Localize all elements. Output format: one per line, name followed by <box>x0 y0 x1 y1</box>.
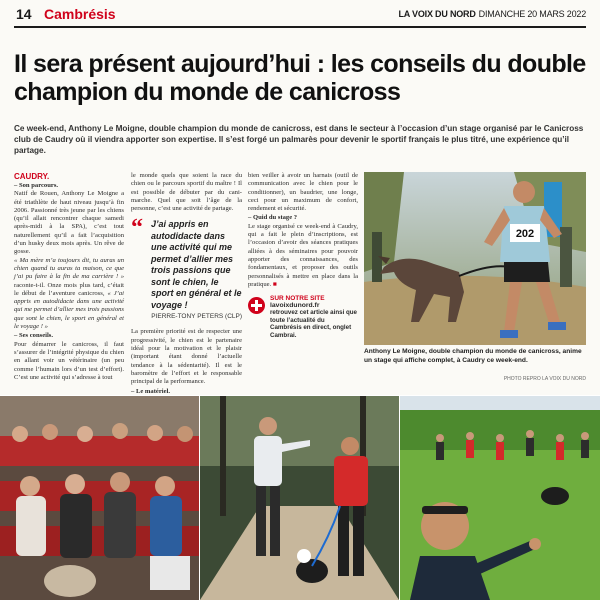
plus-icon <box>248 297 265 314</box>
person-body <box>150 496 182 556</box>
photo-practice-session <box>200 396 399 600</box>
bib-number: 202 <box>515 228 535 240</box>
inline-quote: « J’ai appris en autodidacte dans une activité qui me permet d’allier mes trois passions que sont le chien, le sport en général et le voyage ! » <box>14 289 124 331</box>
coach-leg <box>270 486 280 556</box>
end-mark: ■ <box>272 280 277 288</box>
runner-shoe <box>500 330 518 338</box>
runner-leg <box>353 506 364 576</box>
person-body <box>526 438 534 456</box>
coach-leg <box>256 486 266 556</box>
quote-mark-icon: “ <box>131 215 143 242</box>
group-photo <box>400 396 600 600</box>
dog <box>541 487 569 505</box>
person-head <box>12 426 28 442</box>
page-number: 14 <box>16 6 32 22</box>
tree-trunk <box>220 396 226 516</box>
dog-head <box>297 549 311 563</box>
article-kicker: CAUDRY. <box>14 172 50 181</box>
sky <box>400 396 600 410</box>
paragraph: Pour démarrer le canicross, il faut s’assurer de l’intégrité physique du chien en allant voir un vétérinaire (un peu comme l’humain lors d’un test d’effort). C’est une activité qui s’adresse à tout <box>14 340 124 381</box>
sunglasses-icon <box>422 506 468 514</box>
article-lead: Ce week-end, Anthony Le Moigne, double champion du monde de canicross, est dans le secteur à l’occasion d’un stage organisé par le Canicross club de Caudry où il viendra apporter son expertise. Il s’est forgé un palmarès pour devenir le sportif français le plus titré, une expérience qu’il partage. <box>14 124 584 155</box>
subheading-conseils: – Ses conseils. <box>14 332 54 340</box>
person-head <box>556 434 564 442</box>
person-head <box>42 424 58 440</box>
person-head <box>466 432 474 440</box>
runner-shirt <box>334 456 368 506</box>
runner-head <box>513 181 535 203</box>
person-head <box>581 432 589 440</box>
person-body <box>581 440 589 458</box>
paragraph: raconte-t-il. Onze mois plus tard, c’était le début de l’aventure canicross, <box>14 281 124 297</box>
newspaper-name <box>398 9 586 19</box>
photo-group-outdoor <box>400 396 600 600</box>
person-body <box>436 442 444 460</box>
promo-text: retrouvez cet article ainsi que toute l’actualité du Cambrésis en direct, onglet Cambrai. <box>270 309 358 339</box>
promo-title: SUR NOTRE SITE <box>270 295 325 303</box>
spectator <box>560 227 572 287</box>
coach-jacket <box>254 436 282 486</box>
person-head <box>436 434 444 442</box>
photo-caption: Anthony Le Moigne, double champion du monde de canicross, anime un stage qui affiche complet, à Caudry ce week-end. <box>364 348 582 364</box>
photo-credit: PHOTO REPRO LA VOIX DU NORD <box>503 376 586 382</box>
person-head <box>110 472 130 492</box>
pull-quote-text: J’ai appris en autodidacte dans une activité qui me permet d’allier mes trois passions que sont le chien, le sport en général et le voyage ! <box>151 219 242 310</box>
coach-head <box>259 417 277 435</box>
canicross-race-photo <box>364 172 586 345</box>
paragraph: le monde quels que soient la race du chien ou le parcours sportif du maître ! Il est possible de débuter par du cani-marche. Quel que soit l’âge de la personne, c’est une activité de partage. <box>131 172 242 213</box>
section-title: Cambrésis <box>44 6 116 22</box>
runner-leg <box>338 506 349 576</box>
person-body <box>496 442 504 460</box>
seat-row <box>0 436 199 466</box>
subheading-materiel: – Le matériel. <box>131 387 170 395</box>
person-body <box>466 440 474 458</box>
runner-shorts <box>504 262 550 282</box>
subheading-parcours: – Son parcours. <box>14 182 59 189</box>
person-body <box>556 442 564 460</box>
runner-head <box>341 437 359 455</box>
inline-quote: « Ma mère m’a toujours dit, tu auras un chien quand tu auras ta maison, ce que j’ai pu faire à la fin de ma carrière ! » <box>14 256 124 281</box>
person-head <box>147 425 163 441</box>
pull-quote-author: PIERRE-TONY PETERS (CLP) <box>151 313 242 321</box>
article-headline: Il sera présent aujourd’hui : les conseils du double champion du monde de canicross <box>14 50 586 106</box>
masthead <box>14 4 586 28</box>
newspaper-title: LA VOIX DU NORD <box>398 9 476 19</box>
person-head <box>112 423 128 439</box>
article-column-3 <box>248 172 358 392</box>
person-head <box>496 434 504 442</box>
publication-date: DIMANCHE 20 MARS 2022 <box>478 9 586 19</box>
person-head <box>155 476 175 496</box>
person-head <box>20 476 40 496</box>
audience-photo <box>0 396 199 600</box>
person-body <box>60 494 92 558</box>
person-head <box>77 426 93 442</box>
photo-seminar-audience <box>0 396 199 600</box>
person-body <box>104 492 136 558</box>
subheading-stage: – Quid du stage ? <box>248 214 298 222</box>
runner-shoe <box>548 322 566 330</box>
person-head <box>526 430 534 438</box>
pull-quote <box>131 215 242 321</box>
person-head <box>65 474 85 494</box>
promo-link[interactable]: lavoixdunord.fr <box>270 302 320 310</box>
room-wall <box>0 396 199 436</box>
tree-canopy <box>200 396 399 466</box>
paragraph: Le stage organisé ce week-end à Caudry, qui a fait le plein d’inscriptions, est l’occasion d’avoir des séances pratiques alliées à des séminaires pour pouvoir apporter des connaissances, des fondamentaux, et proposer des outils personnalisés à mettre en place dans la pratique. <box>248 222 358 288</box>
person-head <box>177 426 193 442</box>
paragraph: La première priorité est de respecter une progressivité, le chien est le partenaire idéal pour la motivation et le plaisir (important étant donné l’actuelle tendance à la sédentarité). Il est le baromètre de l’effort et le responsable principal de la performance. <box>131 328 242 386</box>
main-photo <box>364 172 586 345</box>
dog <box>296 559 328 583</box>
article-column-1 <box>14 172 124 392</box>
selfie-hand <box>529 538 541 550</box>
website-promo[interactable] <box>248 295 358 339</box>
person-body <box>16 496 46 556</box>
article-column-2 <box>131 172 242 395</box>
dog <box>44 565 96 597</box>
practice-photo <box>200 396 399 600</box>
newspaper-held <box>150 556 190 590</box>
paragraph: bien veiller à avoir un harnais (outil de communication avec le chien pour le conditionner), un baudrier, une longe, ceci pour un maximum de confort, rendement et sécurité. <box>248 172 358 213</box>
paragraph: Natif de Rouen, Anthony Le Moigne a été triathlète de haut niveau jusqu’à fin 2006. Passionné très jeune par les chiens (qu’il allait rencontrer chaque samedi après-midi à la SPA), c’est tout naturellement qu’il a fait l’acquisition d’un husky deux mois après. Un rêve de gosse. <box>14 190 124 256</box>
